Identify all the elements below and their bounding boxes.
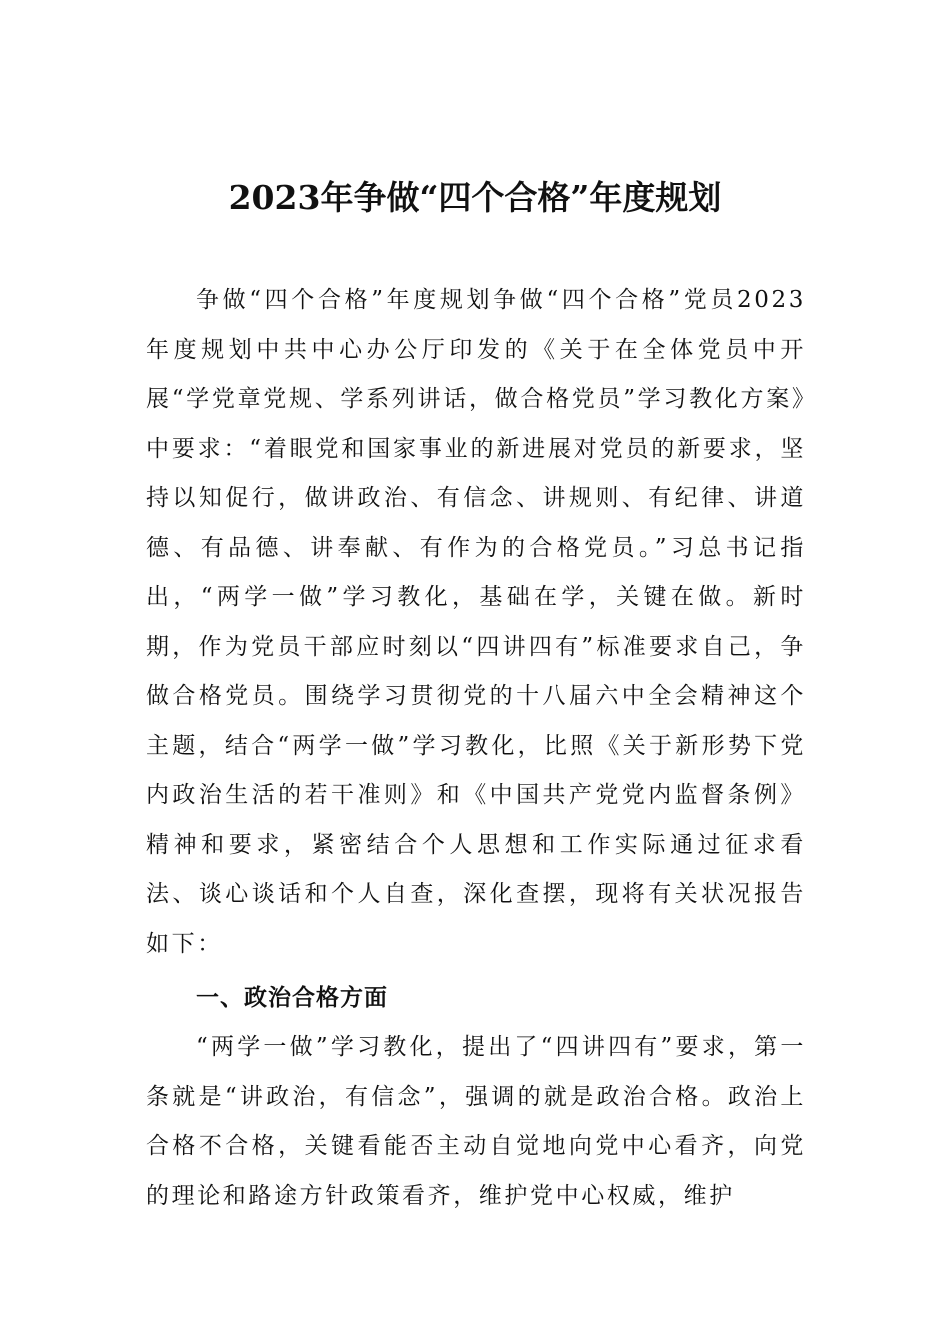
intro-paragraph: 争做“四个合格”年度规划争做“四个合格”党员2023年度规划中共中心办公厅印发的《关于在全体党员中开展“学党章党规、学系列讲话，做合格党员”学习教化方案》中要求：“着眼党和国家事业的新进展对党员的新要求，坚持以知促行，做讲政治、有信念、讲规则、有纪律、讲道德、有品德、讲奉献、有作为的合格党员。”习总书记指出，“两学一做”学习教化，基础在学，关键在做。新时期，作为党员干部应时刻以“四讲四有”标准要求自己，争做合格党员。围绕学习贯彻党的十八届六中全会精神这个主题，结合“两学一做”学习教化，比照《关于新形势下党内政治生活的若干准则》和《中国共产党党内监督条例》精神和要求，紧密结合个人思想和工作实际通过征求看法、谈心谈话和个人自查，深化查摆，现将有关状况报告如下： (146, 287, 806, 957)
section-heading-political: 一、政治合格方面 (196, 985, 388, 1011)
political-paragraph: “两学一做”学习教化，提出了“四讲四有”要求，第一条就是“讲政治，有信念”，强调的就是政治合格。政治上合格不合格，关键看能否主动自觉地向党中心看齐，向党的理论和路途方针政策看齐，维护党中心权威，维护 (146, 1034, 806, 1209)
document-title: 2023年争做“四个合格”年度规划 (228, 178, 722, 217)
